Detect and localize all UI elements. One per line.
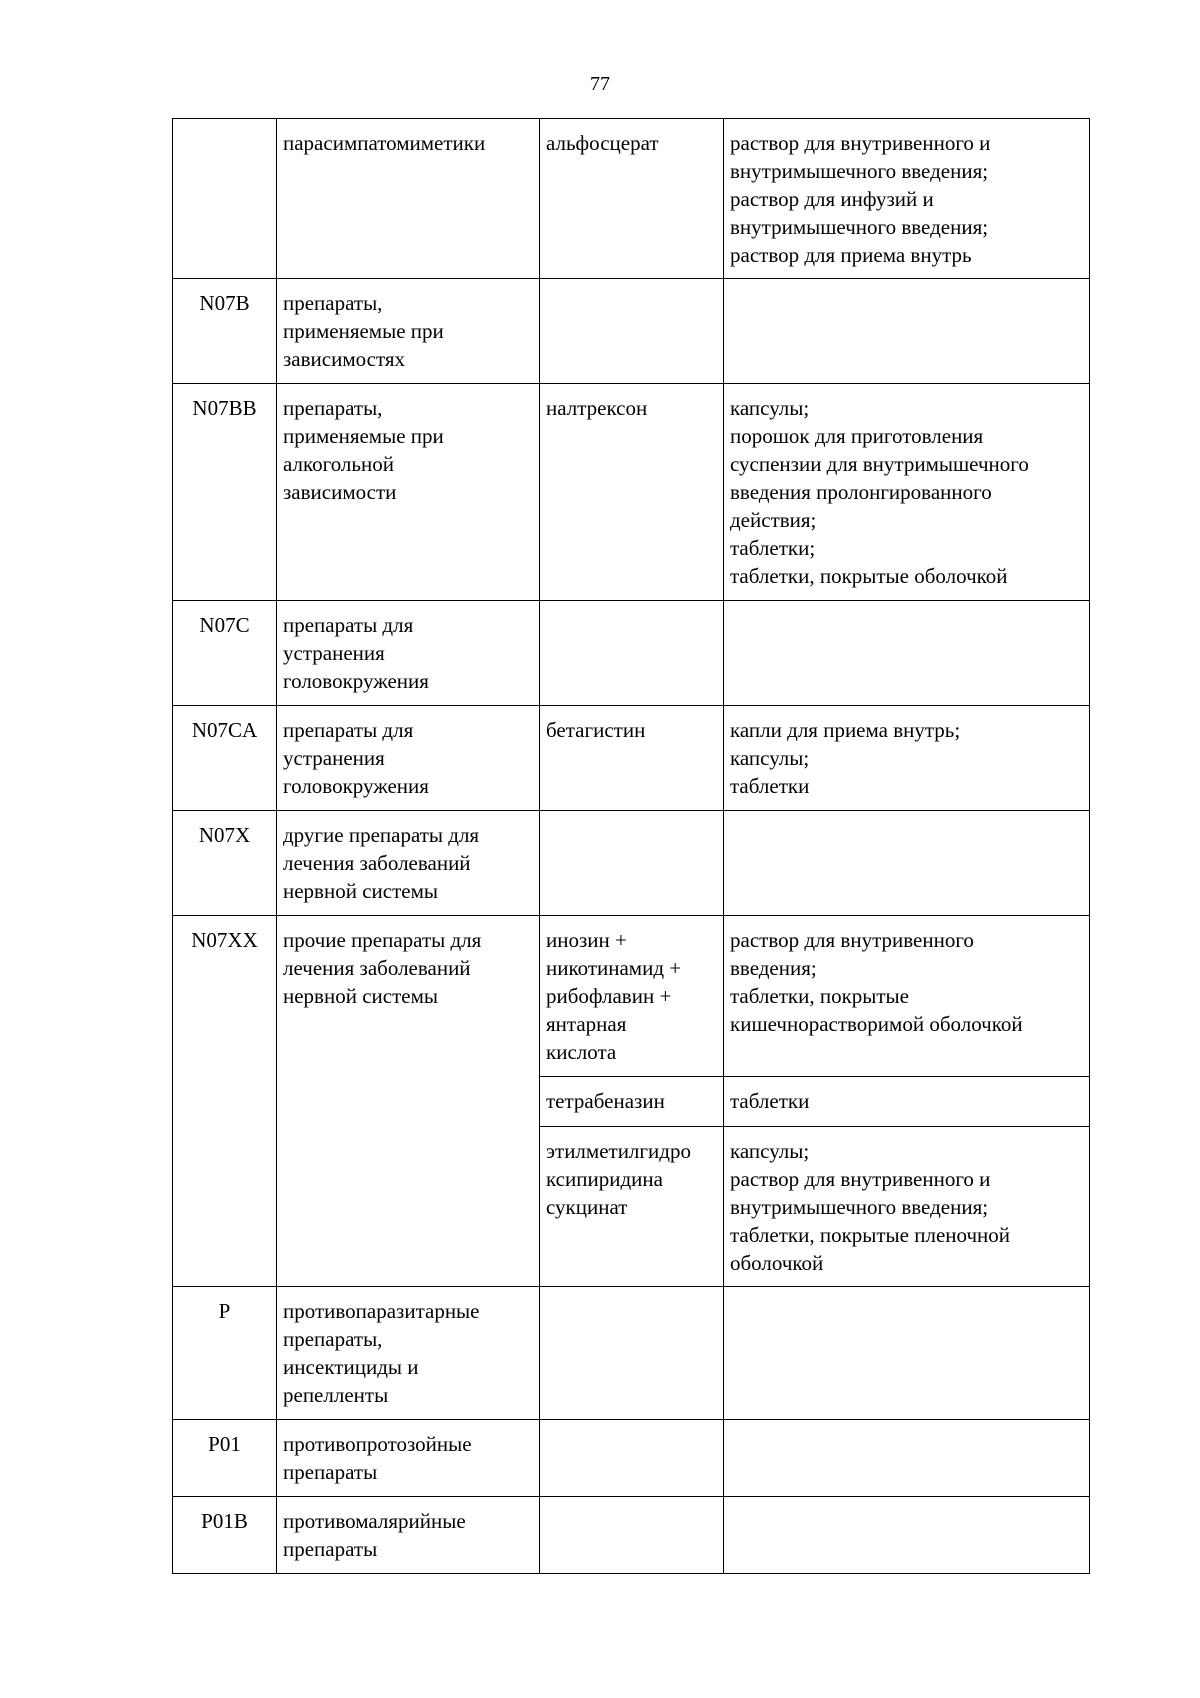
dosage-form-cell [724,1497,1090,1574]
group-cell: парасимпатомиметики [277,119,540,279]
group-cell: препараты для устранения головокружения [277,706,540,811]
atc-code-cell: P01 [173,1420,277,1497]
group-cell: противопаразитарные препараты, инсектициды и репелленты [277,1287,540,1420]
dosage-form-cell: раствор для внутривенного введения; таблетки, покрытые кишечнорастворимой оболочкой [724,916,1090,1077]
drug-cell [540,1420,724,1497]
table-row [173,811,1090,916]
dosage-form-cell [724,279,1090,384]
table-row [173,1420,1090,1497]
dosage-form-cell [724,811,1090,916]
dosage-form-cell: таблетки [724,1077,1090,1127]
drug-cell: этилметилгидро ксипиридина сукцинат [540,1127,724,1287]
drug-cell: бетагистин [540,706,724,811]
table-row [173,916,1090,1077]
table-row [173,1497,1090,1574]
group-cell: противопротозойные препараты [277,1420,540,1497]
drug-cell [540,811,724,916]
group-cell: препараты, применяемые при алкогольной зависимости [277,384,540,601]
atc-code-cell: N07CA [173,706,277,811]
dosage-form-cell [724,1420,1090,1497]
atc-code-cell: P [173,1287,277,1420]
table-row [173,384,1090,601]
dosage-form-cell: раствор для внутривенного и внутримышечного введения; раствор для инфузий и внутримышечного введения; раствор для приема внутрь [724,119,1090,279]
drug-cell: альфосцерат [540,119,724,279]
atc-code-cell: N07C [173,601,277,706]
dosage-form-cell: капсулы; раствор для внутривенного и внутримышечного введения; таблетки, покрытые пленочной оболочкой [724,1127,1090,1287]
group-cell: противомалярийные препараты [277,1497,540,1574]
dosage-form-cell [724,601,1090,706]
group-cell: препараты, применяемые при зависимостях [277,279,540,384]
atc-code-cell: N07XX [173,916,277,1287]
dosage-form-cell: капсулы; порошок для приготовления суспензии для внутримышечного введения пролонгированного действия; таблетки; таблетки, покрытые оболочкой [724,384,1090,601]
atc-code-cell: P01B [173,1497,277,1574]
page-number: 77 [590,73,610,95]
table-row [173,601,1090,706]
group-cell: другие препараты для лечения заболеваний нервной системы [277,811,540,916]
table-row [173,1287,1090,1420]
dosage-form-cell [724,1287,1090,1420]
atc-code-cell: N07BB [173,384,277,601]
drug-cell [540,1287,724,1420]
drug-cell [540,279,724,384]
dosage-form-cell: капли для приема внутрь; капсулы; таблетки [724,706,1090,811]
atc-code-cell: N07B [173,279,277,384]
group-cell: препараты для устранения головокружения [277,601,540,706]
table-row [173,279,1090,384]
table-row [173,706,1090,811]
drug-cell: тетрабеназин [540,1077,724,1127]
atc-code-cell [173,119,277,279]
drug-cell [540,1497,724,1574]
table-row [173,119,1090,279]
drug-cell [540,601,724,706]
drug-cell: налтрексон [540,384,724,601]
group-cell: прочие препараты для лечения заболеваний нервной системы [277,916,540,1287]
atc-code-cell: N07X [173,811,277,916]
drug-cell: инозин + никотинамид + рибофлавин + янтарная кислота [540,916,724,1077]
drug-table [172,118,1090,1574]
